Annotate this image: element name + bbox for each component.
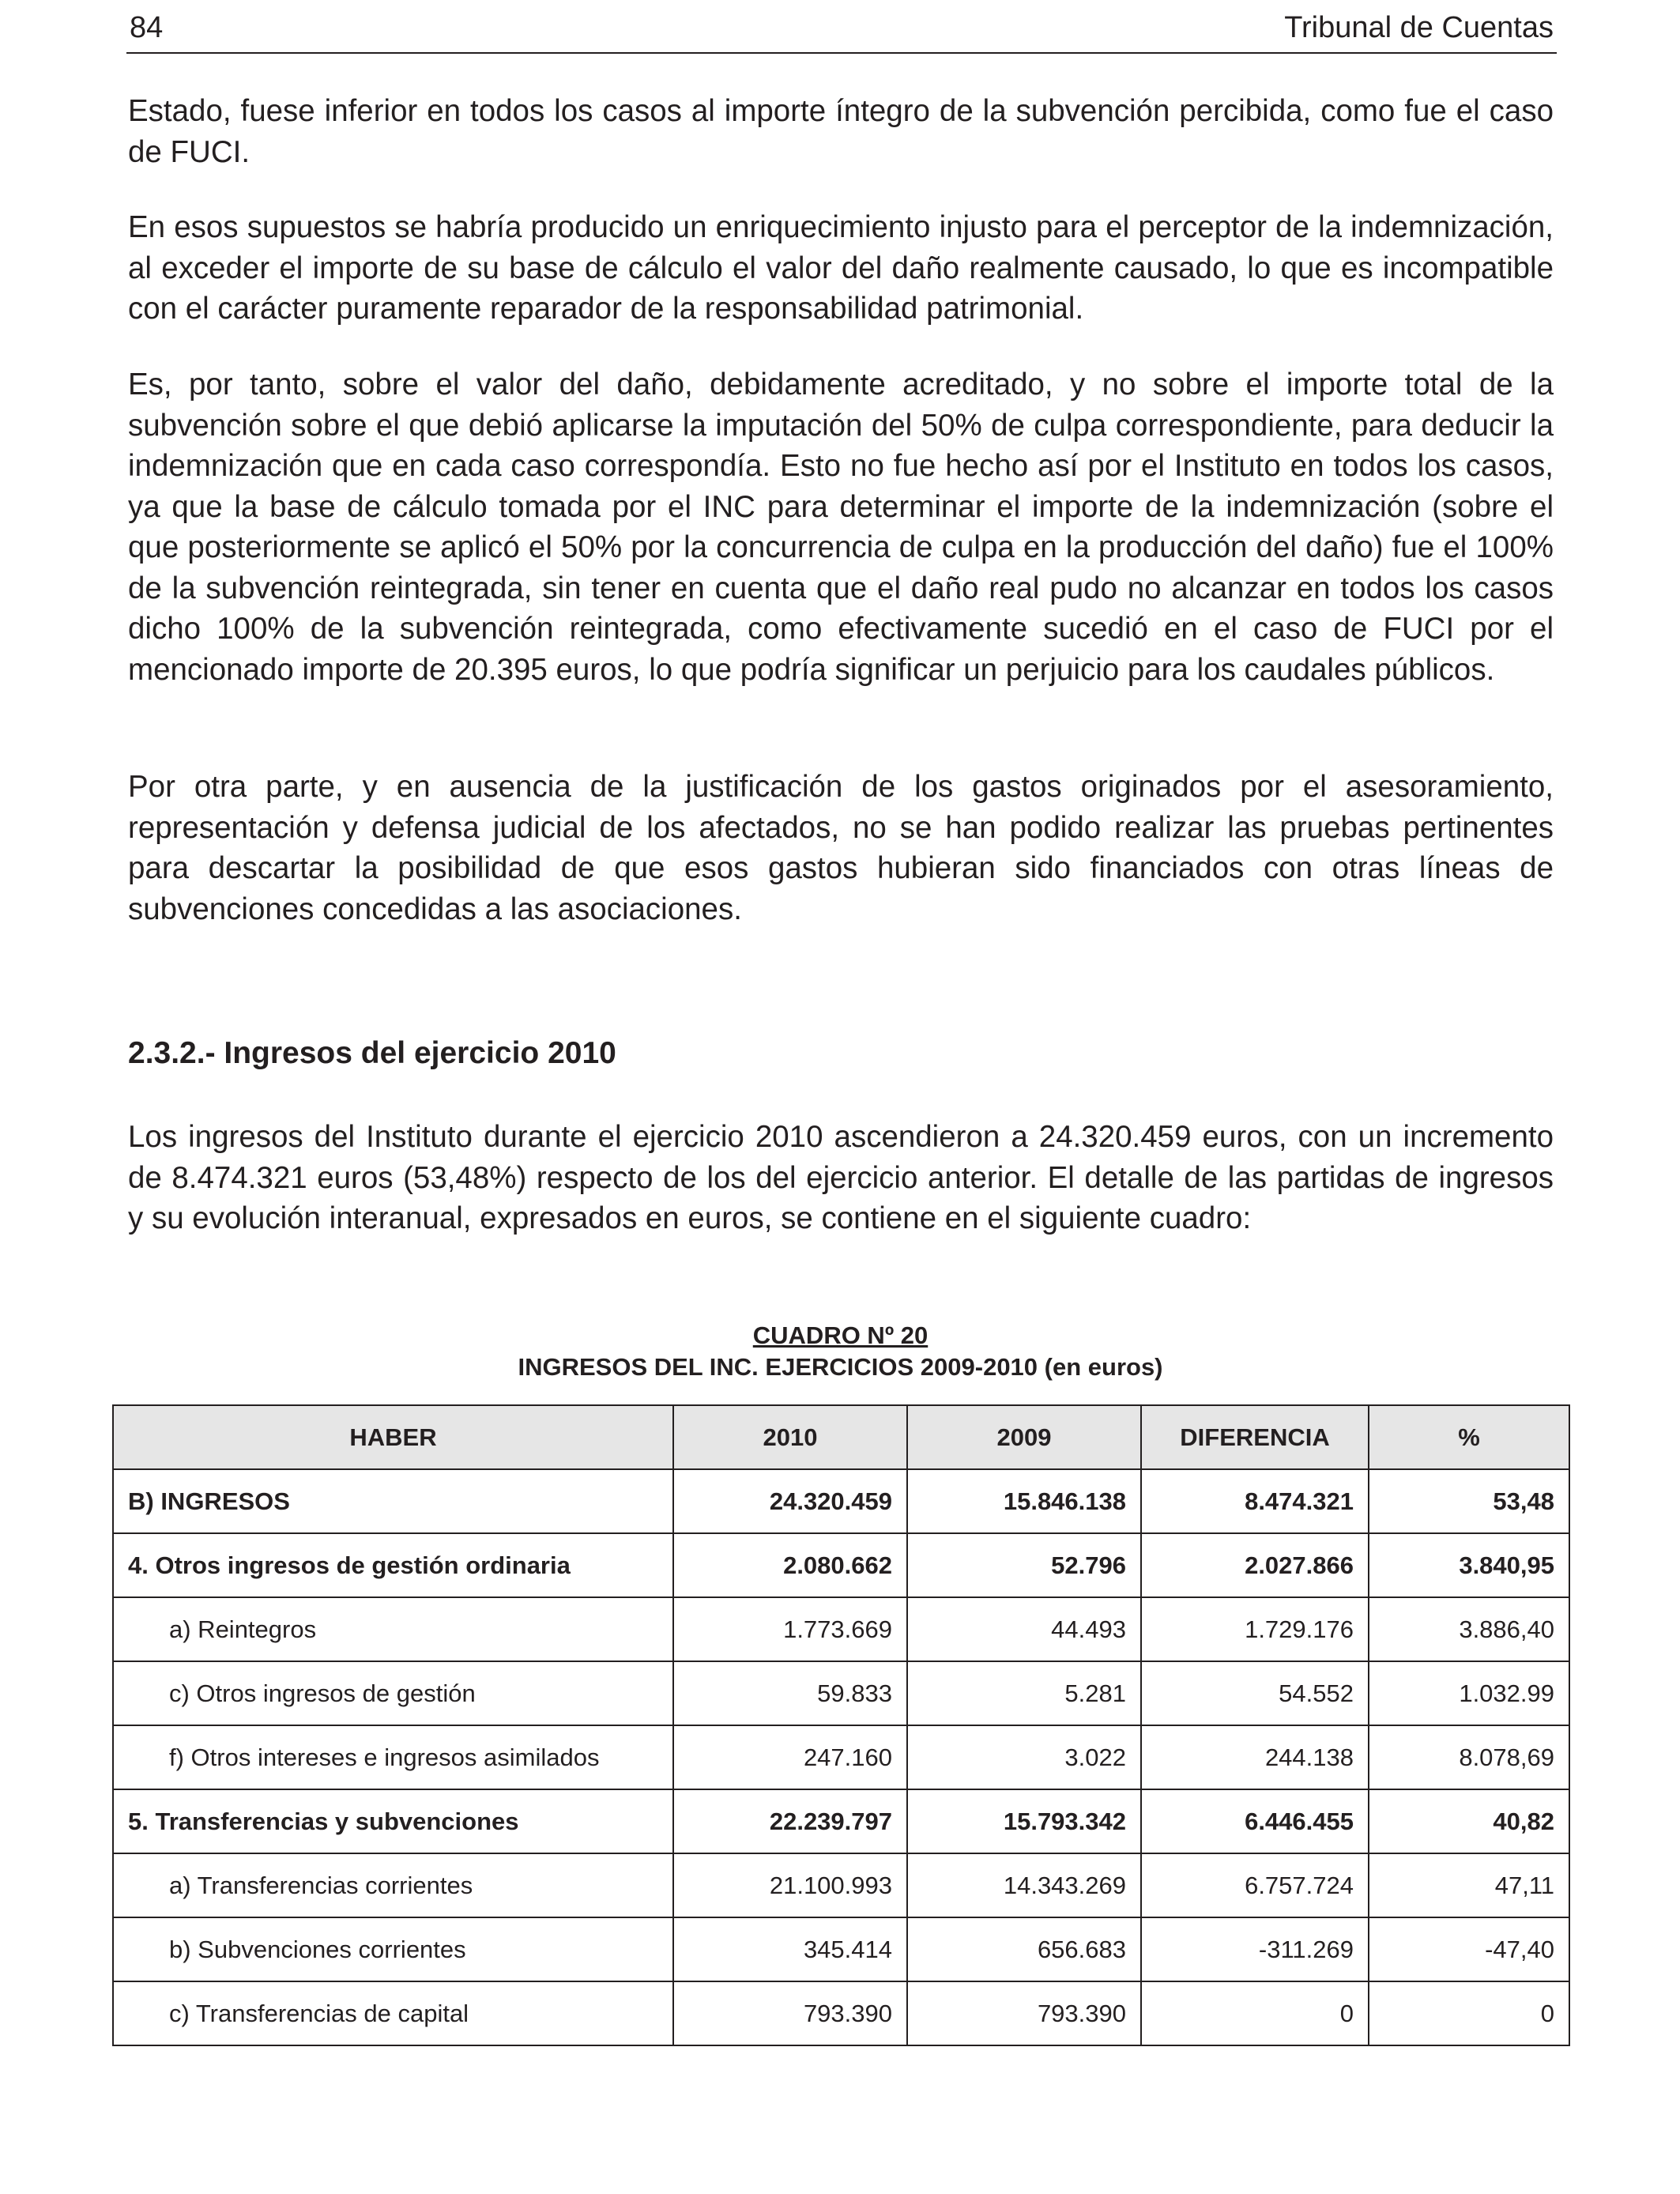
value-2010: 793.390: [673, 1981, 907, 2045]
table-row: [113, 1789, 1569, 1853]
row-label: a) Transferencias corrientes: [113, 1853, 673, 1917]
column-header: %: [1369, 1405, 1569, 1469]
paragraph: Estado, fuese inferior en todos los casos al importe íntegro de la subvención percibida, como fue el caso de FUCI.: [128, 94, 1554, 169]
value-difference: 54.552: [1141, 1661, 1369, 1725]
running-title: Tribunal de Cuentas: [1284, 11, 1554, 44]
value-difference: 0: [1141, 1981, 1369, 2045]
column-header: 2010: [673, 1405, 907, 1469]
value-difference: 6.446.455: [1141, 1789, 1369, 1853]
table-row: [113, 1597, 1569, 1661]
row-label: 4. Otros ingresos de gestión ordinaria: [113, 1533, 673, 1597]
column-header: HABER: [113, 1405, 673, 1469]
value-percent: 40,82: [1369, 1789, 1569, 1853]
page-number: 84: [130, 11, 164, 44]
table-row: [113, 1469, 1569, 1533]
value-difference: 244.138: [1141, 1725, 1369, 1789]
section-heading: 2.3.2.- Ingresos del ejercicio 2010: [128, 1036, 616, 1070]
value-2009: 793.390: [907, 1981, 1141, 2045]
page-header: [126, 9, 1557, 54]
value-2009: 656.683: [907, 1917, 1141, 1981]
value-2010: 59.833: [673, 1661, 907, 1725]
row-label: 5. Transferencias y subvenciones: [113, 1789, 673, 1853]
row-label: c) Transferencias de capital: [113, 1981, 673, 2045]
table-title: INGRESOS DEL INC. EJERCICIOS 2009-2010 (en euros): [518, 1353, 1163, 1381]
value-percent: 0: [1369, 1981, 1569, 2045]
value-difference: -311.269: [1141, 1917, 1369, 1981]
value-percent: 1.032.99: [1369, 1661, 1569, 1725]
value-2009: 52.796: [907, 1533, 1141, 1597]
section-intro: Los ingresos del Instituto durante el ejercicio 2010 ascendieron a 24.320.459 euros, con un incremento de 8.474.321 euros (53,48%) respecto de los del ejercicio anterior. El detalle de las partidas de ingresos y su evolución interanual, expresados en euros, se contiene en el siguiente cuadro:: [128, 1120, 1554, 1235]
table-row: [113, 1725, 1569, 1789]
table-row: [113, 1533, 1569, 1597]
table-number: [112, 1321, 1569, 1350]
table-number-text: CUADRO Nº 20: [752, 1321, 929, 1349]
row-label: f) Otros intereses e ingresos asimilados: [113, 1725, 673, 1789]
table-row: [113, 1661, 1569, 1725]
value-2010: 345.414: [673, 1917, 907, 1981]
value-2010: 21.100.993: [673, 1853, 907, 1917]
value-difference: 2.027.866: [1141, 1533, 1369, 1597]
value-2010: 1.773.669: [673, 1597, 907, 1661]
value-2009: 3.022: [907, 1725, 1141, 1789]
value-percent: 3.840,95: [1369, 1533, 1569, 1597]
value-2009: 15.793.342: [907, 1789, 1141, 1853]
value-percent: 53,48: [1369, 1469, 1569, 1533]
value-difference: 6.757.724: [1141, 1853, 1369, 1917]
table-row: [113, 1981, 1569, 2045]
paragraph: Es, por tanto, sobre el valor del daño, debidamente acreditado, y no sobre el importe total de la subvención sobre el que debió aplicarse la imputación del 50% de culpa correspondiente, para deducir la indemnización que en cada caso correspondía. Esto no fue hecho así por el Instituto en todos los casos, ya que la base de cálculo tomada por el INC para determinar el importe de la indemnización (sobre el que posteriormente se aplicó el 50% por la concurrencia de culpa en la producción del daño) fue el 100% de la subvención reintegrada, sin tener en cuenta que el daño real pudo no alcanzar en todos los casos dicho 100% de la subvención reintegrada, como efectivamente sucedió en el caso de FUCI por el mencionado importe de 20.395 euros, lo que podría significar un perjuicio para los caudales públicos.: [128, 368, 1554, 687]
value-2010: 2.080.662: [673, 1533, 907, 1597]
value-percent: 8.078,69: [1369, 1725, 1569, 1789]
column-header: 2009: [907, 1405, 1141, 1469]
column-header: DIFERENCIA: [1141, 1405, 1369, 1469]
row-label: B) INGRESOS: [113, 1469, 673, 1533]
value-percent: -47,40: [1369, 1917, 1569, 1981]
value-2009: 44.493: [907, 1597, 1141, 1661]
row-label: c) Otros ingresos de gestión: [113, 1661, 673, 1725]
value-2010: 24.320.459: [673, 1469, 907, 1533]
value-2010: 247.160: [673, 1725, 907, 1789]
value-2009: 5.281: [907, 1661, 1141, 1725]
value-2009: 15.846.138: [907, 1469, 1141, 1533]
value-2009: 14.343.269: [907, 1853, 1141, 1917]
income-table: [112, 1404, 1570, 2046]
value-percent: 3.886,40: [1369, 1597, 1569, 1661]
value-2010: 22.239.797: [673, 1789, 907, 1853]
paragraph: Por otra parte, y en ausencia de la justificación de los gastos originados por el asesoramiento, representación y defensa judicial de los afectados, no se han podido realizar las pruebas pertinentes para descartar la posibilidad de que esos gastos hubieran sido financiados con otras líneas de subvenciones concedidas a las asociaciones.: [128, 770, 1554, 926]
value-difference: 1.729.176: [1141, 1597, 1369, 1661]
row-label: b) Subvenciones corrientes: [113, 1917, 673, 1981]
paragraph: En esos supuestos se habría producido un enriquecimiento injusto para el perceptor de la indemnización, al exceder el importe de su base de cálculo el valor del daño realmente causado, lo que es incompatible con el carácter puramente reparador de la responsabilidad patrimonial.: [128, 210, 1554, 326]
value-percent: 47,11: [1369, 1853, 1569, 1917]
table-row: [113, 1917, 1569, 1981]
value-difference: 8.474.321: [1141, 1469, 1369, 1533]
table-header-row: [113, 1405, 1569, 1469]
table-row: [113, 1853, 1569, 1917]
row-label: a) Reintegros: [113, 1597, 673, 1661]
